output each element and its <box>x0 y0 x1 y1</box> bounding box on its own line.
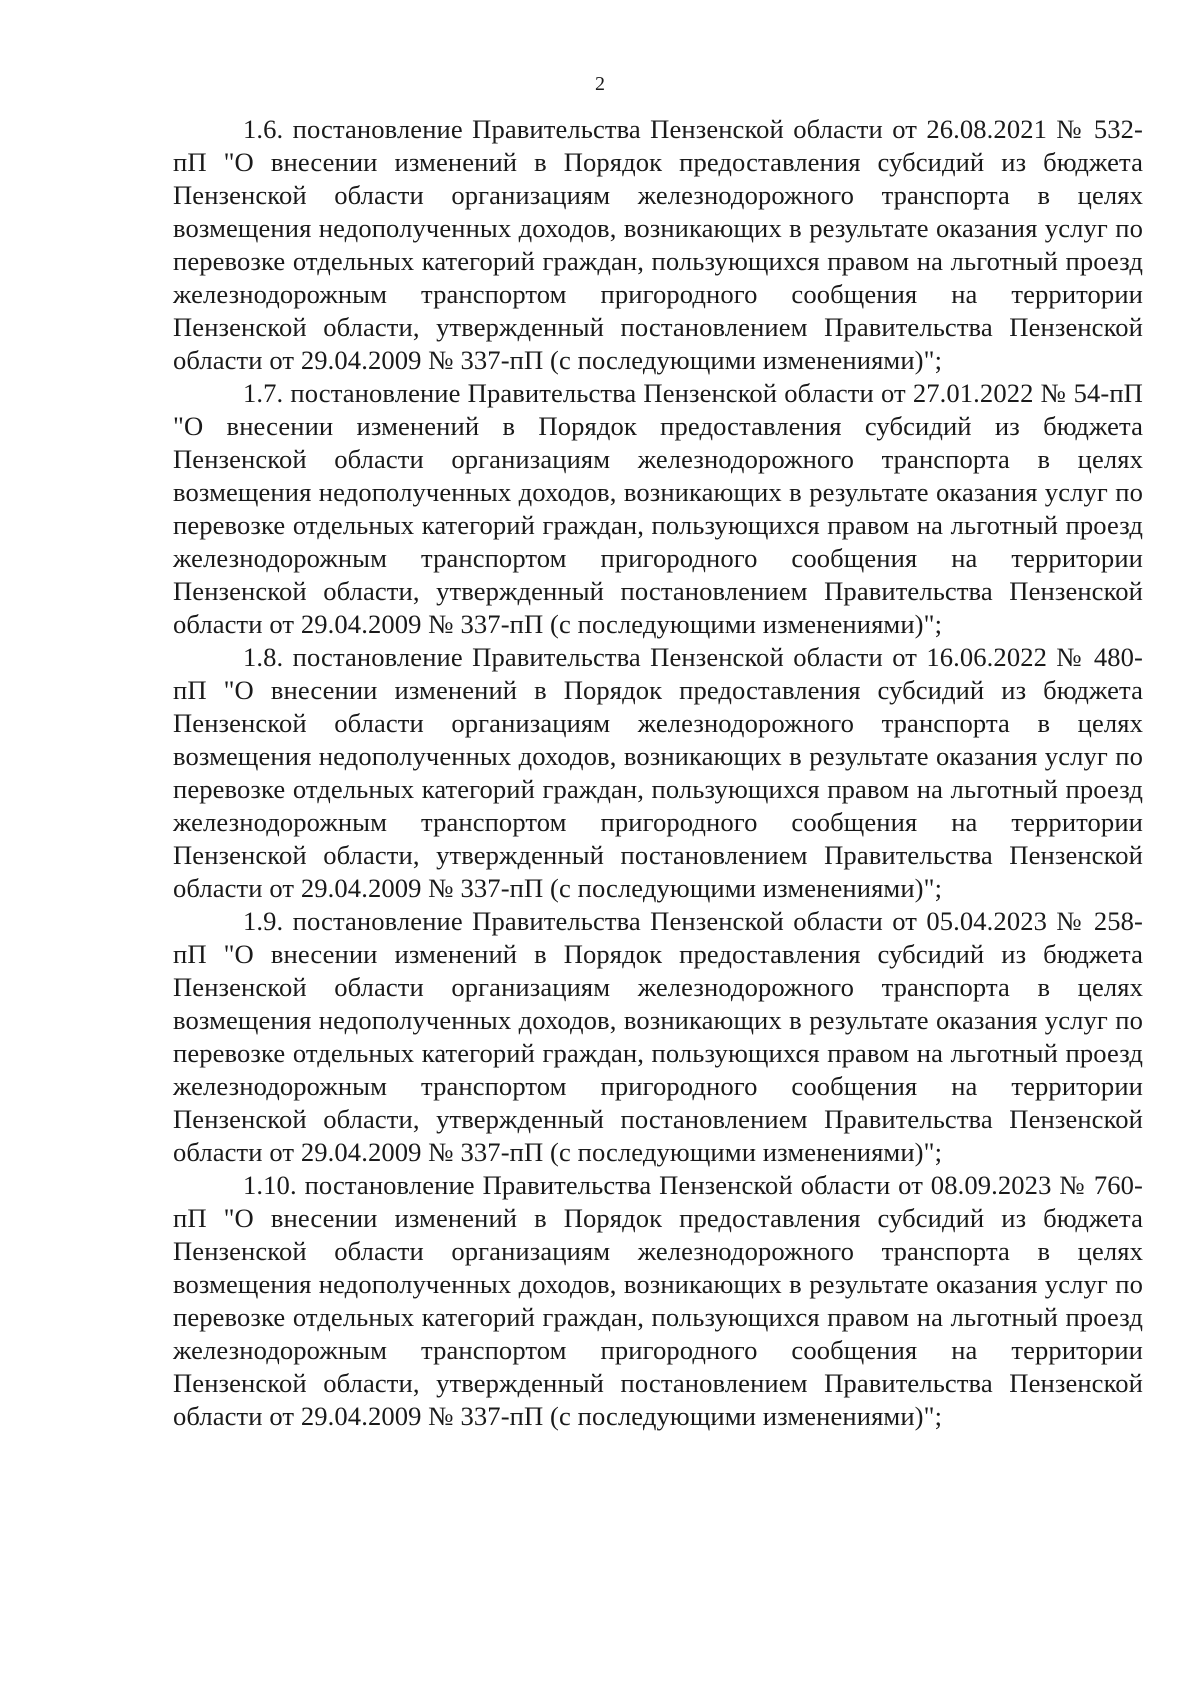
list-item-1-9: 1.9. постановление Правительства Пензенской области от 05.04.2023 № 258-пП "О внесении изменений в Порядок предоставления субсидий из бюджета Пензенской области организациям железнодорожного транспорта в целях возмещения недополученных доходов, возникающих в результате оказания услуг по перевозке отдельных категорий граждан, пользующихся правом на льготный проезд железнодорожным транспортом пригородного сообщения на территории Пензенской области, утвержденный постановлением Правительства Пензенской области от 29.04.2009 № 337-пП (с последующими изменениями)"; <box>173 906 1143 1167</box>
list-item-1-10: 1.10. постановление Правительства Пензенской области от 08.09.2023 № 760-пП "О внесении изменений в Порядок предоставления субсидий из бюджета Пензенской области организациям железнодорожного транспорта в целях возмещения недополученных доходов, возникающих в результате оказания услуг по перевозке отдельных категорий граждан, пользующихся правом на льготный проезд железнодорожным транспортом пригородного сообщения на территории Пензенской области, утвержденный постановлением Правительства Пензенской области от 29.04.2009 № 337-пП (с последующими изменениями)"; <box>173 1170 1143 1431</box>
list-item-1-7: 1.7. постановление Правительства Пензенской области от 27.01.2022 № 54-пП "О внесении изменений в Порядок предоставления субсидий из бюджета Пензенской области организациям железнодорожного транспорта в целях возмещения недополученных доходов, возникающих в результате оказания услуг по перевозке отдельных категорий граждан, пользующихся правом на льготный проезд железнодорожным транспортом пригородного сообщения на территории Пензенской области, утвержденный постановлением Правительства Пензенской области от 29.04.2009 № 337-пП (с последующими изменениями)"; <box>173 378 1143 639</box>
document-body <box>173 113 1143 1433</box>
list-item-1-6: 1.6. постановление Правительства Пензенской области от 26.08.2021 № 532-пП "О внесении изменений в Порядок предоставления субсидий из бюджета Пензенской области организациям железнодорожного транспорта в целях возмещения недополученных доходов, возникающих в результате оказания услуг по перевозке отдельных категорий граждан, пользующихся правом на льготный проезд железнодорожным транспортом пригородного сообщения на территории Пензенской области, утвержденный постановлением Правительства Пензенской области от 29.04.2009 № 337-пП (с последующими изменениями)"; <box>173 114 1143 375</box>
list-item-1-8: 1.8. постановление Правительства Пензенской области от 16.06.2022 № 480-пП "О внесении изменений в Порядок предоставления субсидий из бюджета Пензенской области организациям железнодорожного транспорта в целях возмещения недополученных доходов, возникающих в результате оказания услуг по перевозке отдельных категорий граждан, пользующихся правом на льготный проезд железнодорожным транспортом пригородного сообщения на территории Пензенской области, утвержденный постановлением Правительства Пензенской области от 29.04.2009 № 337-пП (с последующими изменениями)"; <box>173 642 1143 903</box>
page-number: 2 <box>595 73 605 95</box>
